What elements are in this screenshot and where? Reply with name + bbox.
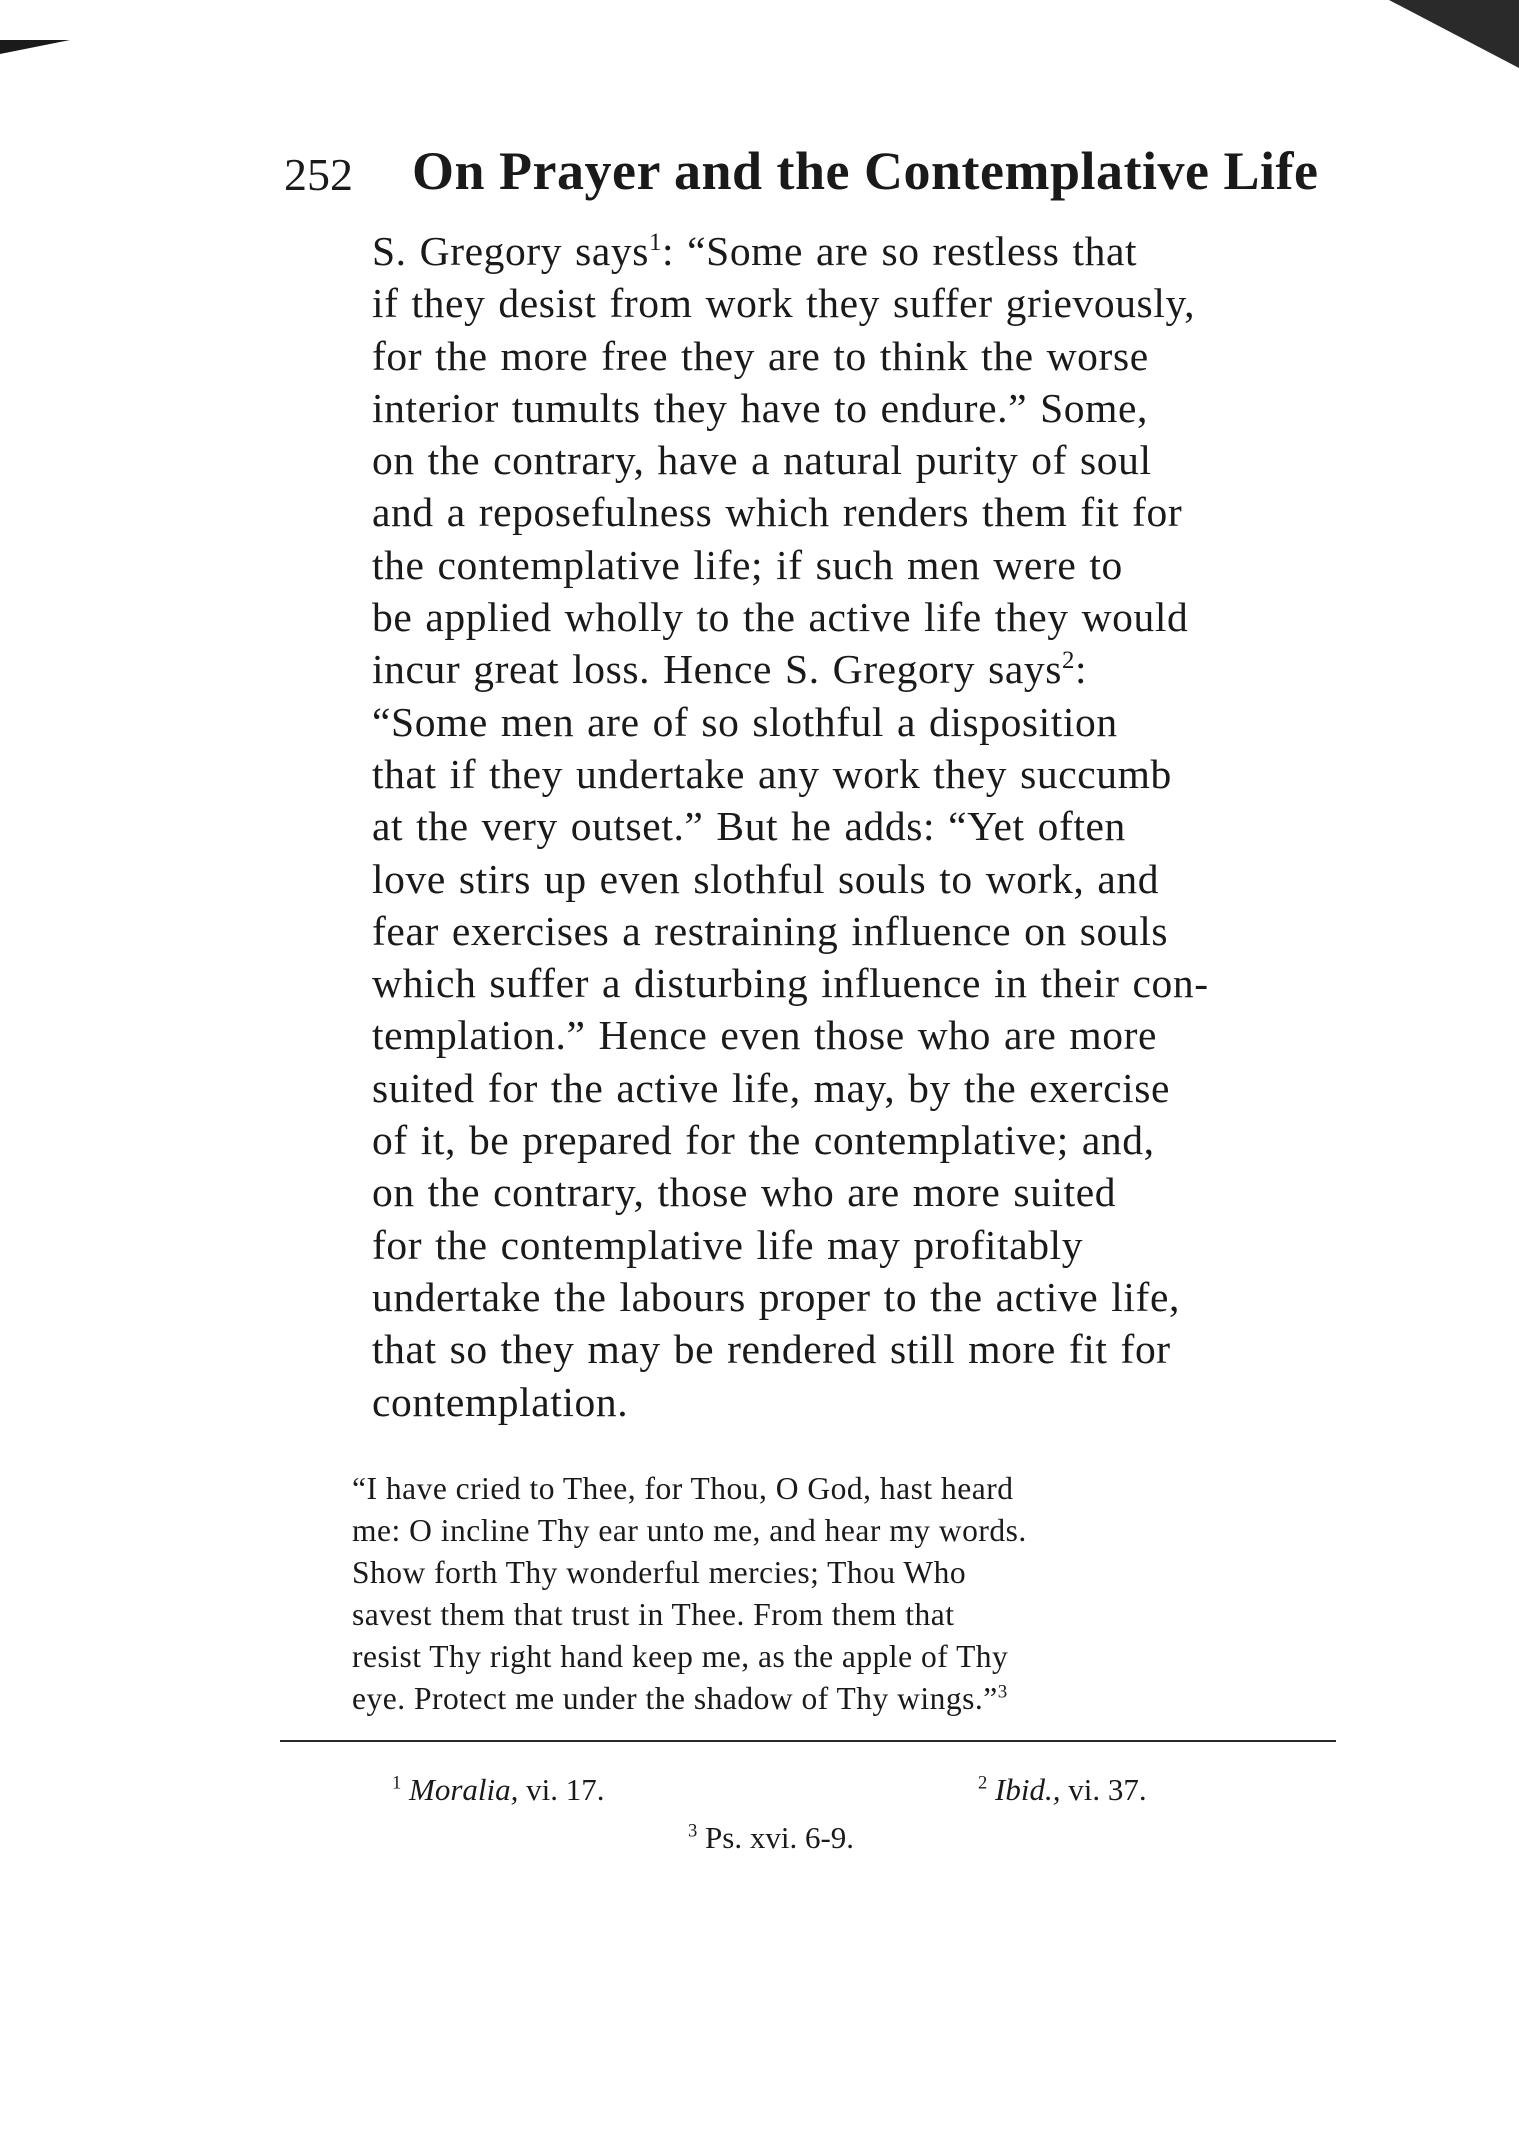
body-line: templation.” Hence even those who are more xyxy=(372,1012,1158,1059)
quote-line: “I have cried to Thee, for Thou, O God, hast heard xyxy=(352,1471,1014,1506)
prayer-quote xyxy=(352,1468,1260,1720)
body-line: which suffer a disturbing influence in their con- xyxy=(372,960,1209,1007)
body-line: fear exercises a restraining influence on souls xyxy=(372,907,1169,954)
body-line: on the contrary, those who are more suited xyxy=(372,1169,1117,1216)
footnote-ref: 1 xyxy=(648,229,663,257)
footnote-divider xyxy=(280,1740,1336,1742)
quote-line: savest them that trust in Thee. From them that xyxy=(352,1597,955,1632)
body-line: for the more free they are to think the worse xyxy=(372,332,1149,379)
footnote-1: $^1$ Moralia, vi. 17. xyxy=(392,1772,605,1807)
body-line: “Some men are of so slothful a disposition xyxy=(372,698,1118,745)
footnote-ref: 2 xyxy=(1062,647,1076,675)
body-line: the contemplative life; if such men were to xyxy=(372,541,1123,588)
body-line: of it, be prepared for the contemplative; and, xyxy=(372,1117,1155,1164)
scan-artifact-left xyxy=(0,40,70,54)
body-line: at the very outset.” But he adds: “Yet often xyxy=(372,803,1126,850)
footnote-3: $^3$ Ps. xvi. 6-9. xyxy=(688,1820,855,1855)
body-paragraph xyxy=(372,225,1342,1428)
scan-artifact-right xyxy=(1389,0,1519,68)
body-line: undertake the labours proper to the active life, xyxy=(372,1273,1180,1320)
body-line: interior tumults they have to endure.” Some, xyxy=(372,384,1148,431)
quote-line: resist Thy right hand keep me, as the apple of Thy xyxy=(352,1639,1009,1674)
body-line: love stirs up even slothful souls to work, and xyxy=(372,855,1160,902)
quote-line: me: O incline Thy ear unto me, and hear my words. xyxy=(352,1513,1027,1548)
quote-line: Show forth Thy wonderful mercies; Thou Who xyxy=(352,1555,967,1590)
body-line: on the contrary, have a natural purity of soul xyxy=(372,437,1152,484)
footnote-ref: 3 xyxy=(997,1681,1008,1703)
footnote-2: $^2$ Ibid., vi. 37. xyxy=(978,1772,1147,1807)
body-line: that if they undertake any work they succumb xyxy=(372,750,1172,797)
body-line: suited for the active life, may, by the exercise xyxy=(372,1064,1171,1111)
body-line: that so they may be rendered still more fit for xyxy=(372,1326,1171,1373)
body-line: if they desist from work they suffer grievously, xyxy=(372,280,1196,327)
body-line: and a reposefulness which renders them fit for xyxy=(372,489,1183,536)
body-line: S. Gregory says$^1$: “Some are so restless that xyxy=(372,228,1138,274)
body-line: incur great loss. Hence S. Gregory says$^2$: xyxy=(372,646,1088,693)
body-line: contemplation. xyxy=(372,1378,629,1425)
running-title: On Prayer and the Contemplative Life xyxy=(412,141,1319,201)
body-line: for the contemplative life may profitably xyxy=(372,1221,1084,1268)
page-header xyxy=(284,140,1344,210)
quote-line: eye. Protect me under the shadow of Thy wings.”$^3$ xyxy=(352,1681,1008,1716)
page-number: 252 xyxy=(284,149,353,200)
body-line: be applied wholly to the active life they would xyxy=(372,594,1189,641)
